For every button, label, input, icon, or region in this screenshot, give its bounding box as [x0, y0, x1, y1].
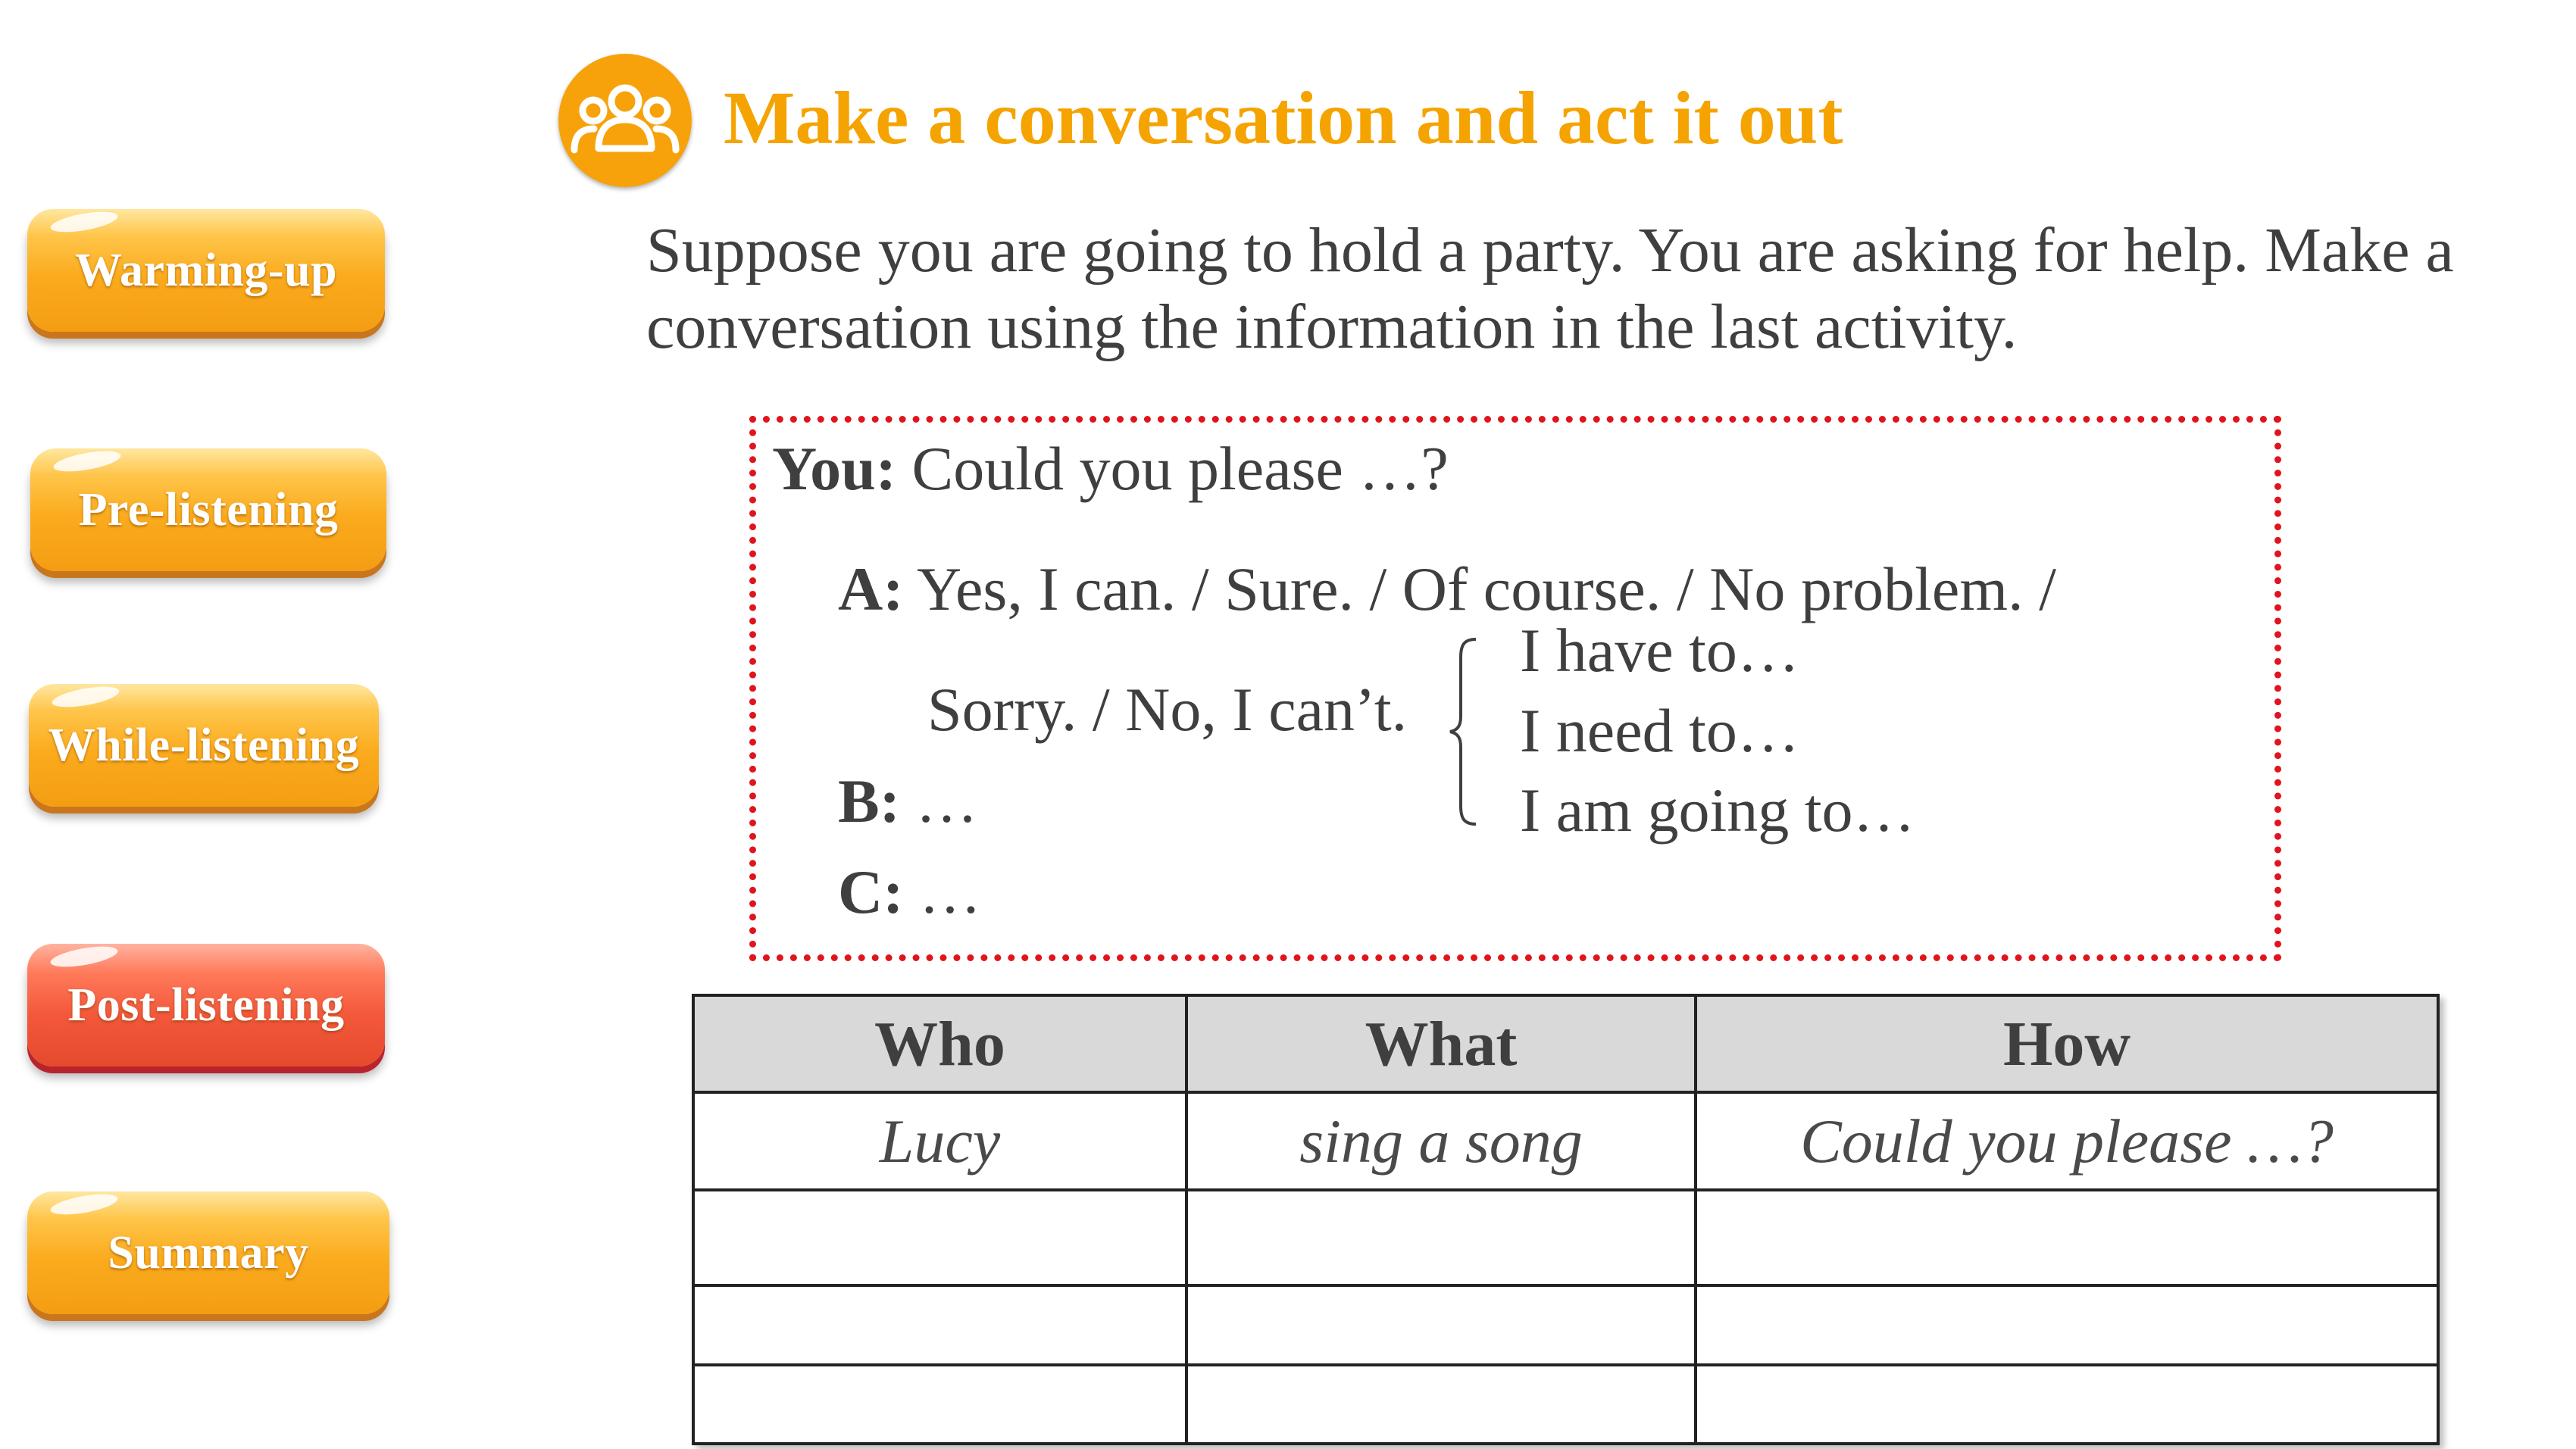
- dialog-line-b: [838, 766, 978, 837]
- button-gloss: [49, 942, 119, 970]
- button-gloss: [52, 447, 122, 475]
- speaker-a: A:: [838, 554, 904, 623]
- dialog-text-a: Yes, I can. / Sure. / Of course. / No problem. /: [917, 554, 2056, 623]
- reason-option: I have to…: [1520, 616, 1799, 685]
- nav-button-warming-up[interactable]: [27, 209, 385, 332]
- button-gloss: [49, 1190, 119, 1218]
- column-header-how: How: [1696, 995, 2438, 1092]
- table-row: [693, 1092, 2438, 1190]
- table-cell-who: [693, 1190, 1186, 1285]
- left-brace: [1446, 635, 1482, 829]
- activity-instruction: Suppose you are going to hold a party. You are asking for help. Make a conversation using the information in the last activity.: [646, 215, 2454, 362]
- speaker-you: You:: [772, 434, 897, 503]
- speaker-c: C:: [838, 857, 904, 926]
- table-cell-how: [1696, 1365, 2438, 1444]
- table-row: [693, 1190, 2438, 1285]
- table-cell-what: sing a song: [1186, 1092, 1696, 1190]
- dialog-line-you: [772, 433, 1449, 504]
- nav-button-pre-listening[interactable]: [30, 448, 386, 571]
- dialog-line-a: [838, 554, 2056, 625]
- table-cell-what: [1186, 1365, 1696, 1444]
- table-cell-what: [1186, 1190, 1696, 1285]
- column-header-who: Who: [693, 995, 1186, 1092]
- nav-button-label: Post-listening: [67, 979, 345, 1031]
- dialog-line-c: [838, 857, 981, 928]
- nav-button-label: While-listening: [48, 719, 360, 771]
- group-people-icon: [558, 54, 692, 187]
- reason-option: I need to…: [1520, 696, 1799, 765]
- nav-button-label: Summary: [108, 1226, 309, 1279]
- nav-button-post-listening[interactable]: [27, 944, 385, 1066]
- conversation-info-table: [692, 994, 2440, 1445]
- table-header-row: [693, 995, 2438, 1092]
- table-row: [693, 1285, 2438, 1365]
- table-cell-who: [693, 1365, 1186, 1444]
- dialog-text-b: …: [915, 767, 978, 835]
- table-cell-who: Lucy: [693, 1092, 1186, 1190]
- dialog-text-c: …: [919, 857, 982, 926]
- nav-button-label: Warming-up: [74, 244, 338, 296]
- table-cell-who: [693, 1285, 1186, 1365]
- table-cell-how: [1696, 1190, 2438, 1285]
- reason-option: I am going to…: [1520, 776, 1915, 845]
- nav-button-summary[interactable]: [27, 1191, 389, 1314]
- button-gloss: [49, 208, 119, 236]
- speaker-b: B:: [838, 767, 900, 835]
- dialog-refusal: Sorry. / No, I can’t.: [927, 675, 1408, 744]
- dialog-text-you: Could you please …?: [911, 434, 1449, 503]
- page-title: Make a conversation and act it out: [724, 76, 1843, 160]
- button-gloss: [51, 682, 120, 710]
- column-header-what: What: [1186, 995, 1696, 1092]
- group-people-icon-glyph: [568, 79, 682, 162]
- table-row: [693, 1365, 2438, 1444]
- table-cell-how: Could you please …?: [1696, 1092, 2438, 1190]
- table-cell-how: [1696, 1285, 2438, 1365]
- table-cell-what: [1186, 1285, 1696, 1365]
- nav-button-label: Pre-listening: [78, 483, 339, 536]
- nav-button-while-listening[interactable]: [29, 684, 379, 807]
